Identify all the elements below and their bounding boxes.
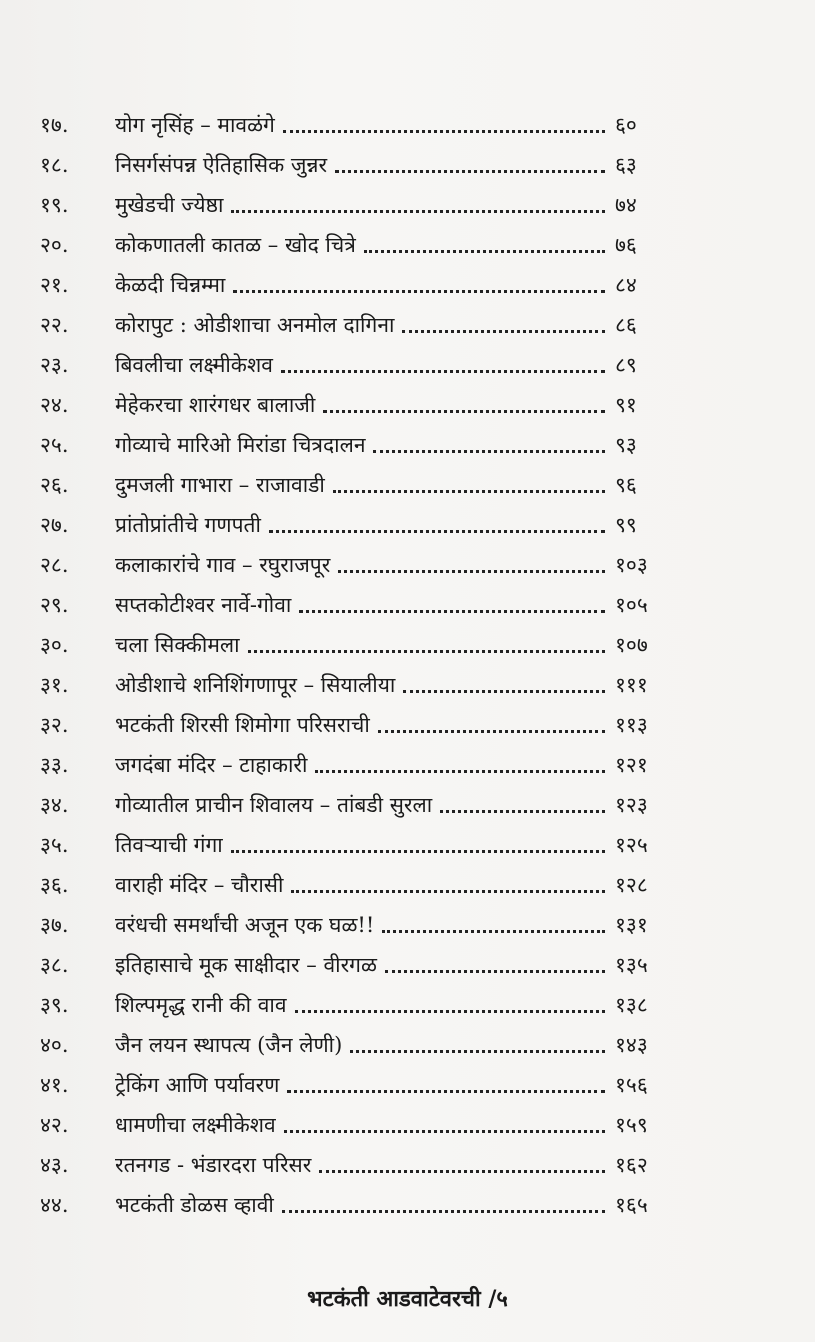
dot-leader [440,809,605,813]
entry-number: ३४. [40,793,69,817]
toc-entry [40,418,685,458]
entry-page-number: ८४ [615,273,637,297]
dot-leader [373,449,605,453]
toc-entry [40,98,685,138]
entry-title: गोव्यातील प्राचीन शिवालय – तांबडी सुरला [115,793,433,817]
entry-page-number: १३५ [615,953,648,977]
entry-number: ४२. [40,1113,69,1137]
entry-number: १८. [40,153,69,177]
toc-entry [40,698,685,738]
entry-number: २५. [40,433,69,457]
dot-leader [281,369,605,373]
entry-number: ४४. [40,1193,69,1217]
dot-leader [333,489,605,493]
entry-number: २८. [40,553,69,577]
entry-page-number: ६३ [615,153,637,177]
toc-entry [40,1138,685,1178]
entry-title: मेहेकरचा शारंगधर बालाजी [115,393,316,417]
entry-page-number: १२८ [615,873,648,897]
entry-number: ३०. [40,633,69,657]
toc-entry [40,258,685,298]
entry-page-number: ९६ [615,473,637,497]
table-of-contents [40,98,685,1218]
dot-leader [403,689,605,693]
entry-page-number: १५६ [615,1073,648,1097]
entry-title: प्रांतोप्रांतीचे गणपती [115,513,261,537]
toc-entry [40,218,685,258]
entry-title: मुखेडची ज्येष्ठा [115,193,224,217]
dot-leader [283,129,605,133]
dot-leader [402,329,605,333]
dot-leader [295,1009,606,1013]
dot-leader [231,849,605,853]
dot-leader [319,1169,605,1173]
entry-page-number: ७६ [615,233,637,257]
dot-leader [338,569,605,573]
entry-number: ३८. [40,953,69,977]
entry-page-number: ८९ [615,353,637,377]
dot-leader [299,609,605,613]
dot-leader [291,889,605,893]
dot-leader [385,969,605,973]
toc-entry [40,578,685,618]
toc-entry [40,978,685,1018]
entry-number: ४१. [40,1073,69,1097]
entry-number: १९. [40,193,69,217]
dot-leader [248,649,605,653]
footer-text: भटकंती आडवाटेवरची /५ [307,1286,508,1312]
toc-entry [40,738,685,778]
entry-number: ३९. [40,993,69,1017]
entry-page-number: १२१ [615,753,648,777]
dot-leader [231,209,605,213]
toc-entry [40,1058,685,1098]
entry-title: भटकंती शिरसी शिमोगा परिसराची [115,713,370,737]
entry-number: २६. [40,473,69,497]
toc-entry [40,178,685,218]
dot-leader [269,529,605,533]
entry-number: ३३. [40,753,69,777]
entry-page-number: ११३ [615,713,648,737]
dot-leader [382,929,605,933]
dot-leader [315,769,605,773]
entry-title: बिवलीचा लक्ष्मीकेशव [115,353,273,377]
entry-number: ४०. [40,1033,69,1057]
dot-leader [378,729,605,733]
dot-leader [282,1209,605,1213]
entry-title: कोकणातली कातळ – खोद चित्रे [115,233,356,257]
entry-number: २२. [40,313,69,337]
toc-entry [40,818,685,858]
entry-title: सप्तकोटीश्वर नार्वे-गोवा [115,593,292,617]
entry-page-number: ६० [615,113,637,137]
entry-page-number: ९३ [615,433,637,457]
entry-page-number: १३१ [615,913,648,937]
entry-number: ४३. [40,1153,69,1177]
page-footer [0,1283,815,1313]
dot-leader [335,169,605,173]
toc-entry [40,1018,685,1058]
entry-number: २७. [40,513,69,537]
dot-leader [233,289,605,293]
entry-page-number: १२३ [615,793,648,817]
toc-entry [40,658,685,698]
toc-entry [40,298,685,338]
toc-entry [40,618,685,658]
entry-page-number: १०५ [615,593,648,617]
toc-entry [40,538,685,578]
toc-entry [40,858,685,898]
entry-title: कलाकारांचे गाव – रघुराजपूर [115,553,331,577]
entry-number: २०. [40,233,69,257]
entry-page-number: १५९ [615,1113,648,1137]
entry-title: इतिहासाचे मूक साक्षीदार – वीरगळ [115,953,377,977]
entry-number: ३५. [40,833,69,857]
dot-leader [323,409,605,413]
toc-entry [40,1178,685,1218]
toc-entry [40,498,685,538]
entry-title: वरंधची समर्थांची अजून एक घळ!! [115,913,375,937]
entry-number: ३६. [40,873,69,897]
toc-entry [40,778,685,818]
toc-entry [40,938,685,978]
toc-entry [40,1098,685,1138]
toc-entry [40,378,685,418]
entry-title: चला सिक्कीमला [115,633,240,657]
dot-leader [350,1049,605,1053]
entry-page-number: ९१ [615,393,637,417]
toc-entry [40,458,685,498]
entry-title: वाराही मंदिर – चौरासी [115,873,284,897]
entry-page-number: १०७ [615,633,648,657]
entry-page-number: १४३ [615,1033,648,1057]
entry-title: तिवऱ्याची गंगा [115,833,223,857]
toc-entry [40,138,685,178]
entry-title: जैन लयन स्थापत्य (जैन लेणी) [115,1033,343,1057]
entry-number: २४. [40,393,69,417]
entry-title: रतनगड - भंडारदरा परिसर [115,1153,312,1177]
entry-title: कोरापुट : ओडीशाचा अनमोल दागिना [115,313,395,337]
entry-page-number: १११ [615,673,648,697]
entry-page-number: १२५ [615,833,648,857]
dot-leader [284,1129,605,1133]
entry-number: ३२. [40,713,69,737]
entry-number: ३७. [40,913,69,937]
entry-title: गोव्याचे मारिओ मिरांडा चित्रदालन [115,433,366,457]
entry-title: केळदी चिन्नम्मा [115,273,226,297]
entry-page-number: ७४ [615,193,637,217]
dot-leader [287,1089,605,1093]
entry-title: भटकंती डोळस व्हावी [115,1193,274,1217]
entry-title: दुमजली गाभारा – राजावाडी [115,473,325,497]
entry-number: १७. [40,113,69,137]
entry-title: योग नृसिंह – मावळंगे [115,113,275,137]
dot-leader [364,249,605,253]
entry-page-number: १३८ [615,993,648,1017]
entry-number: २९. [40,593,69,617]
toc-entry [40,898,685,938]
entry-number: २३. [40,353,69,377]
entry-page-number: १६२ [615,1153,648,1177]
entry-page-number: ८६ [615,313,637,337]
entry-page-number: १०३ [615,553,648,577]
entry-title: शिल्पमृद्ध रानी की वाव [115,993,287,1017]
entry-number: २१. [40,273,69,297]
entry-title: ट्रेकिंग आणि पर्यावरण [115,1073,280,1097]
entry-page-number: १६५ [615,1193,648,1217]
entry-page-number: ९९ [615,513,637,537]
entry-title: जगदंबा मंदिर – टाहाकारी [115,753,308,777]
toc-entry [40,338,685,378]
entry-title: धामणीचा लक्ष्मीकेशव [115,1113,276,1137]
entry-number: ३१. [40,673,69,697]
entry-title: निसर्गसंपन्न ऐतिहासिक जुन्नर [115,153,328,177]
entry-title: ओडीशाचे शनिशिंगणापूर – सियालीया [115,673,396,697]
